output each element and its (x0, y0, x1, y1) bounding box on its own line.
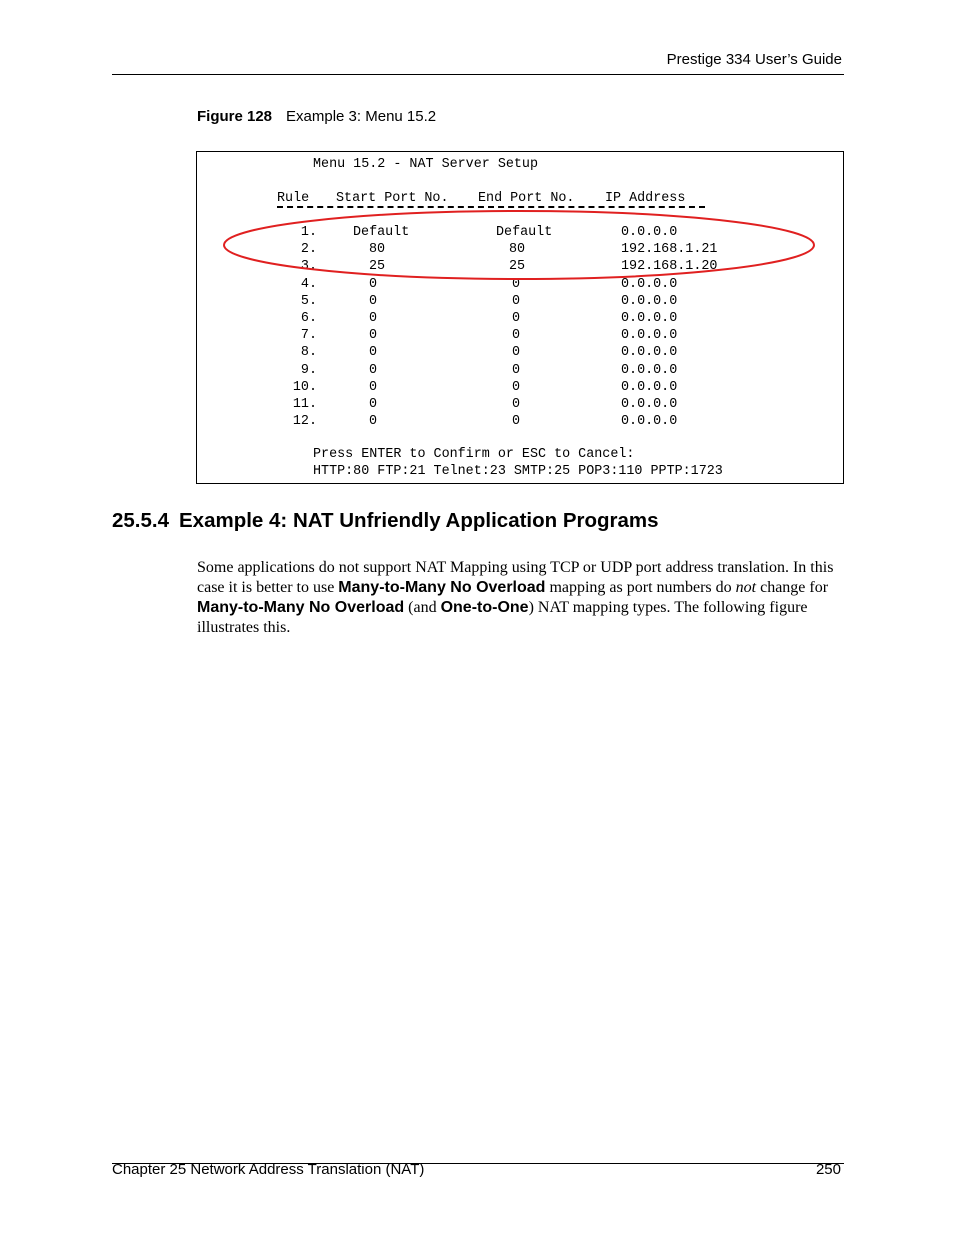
end-port: Default (496, 225, 553, 240)
ip-address: 0.0.0.0 (621, 225, 678, 240)
header-separator (277, 206, 705, 208)
rule-number: 9. (300, 362, 317, 378)
start-port: 0 (369, 397, 378, 412)
header-rule (112, 74, 844, 75)
paragraph-text: (and (404, 599, 441, 616)
start-port: 0 (369, 345, 378, 361)
ip-address: 0.0.0.0 (621, 414, 678, 430)
column-header-end-port: End Port No. (478, 191, 575, 206)
rule-number: 2. (300, 242, 317, 258)
end-port: 0 (512, 414, 521, 430)
section-heading (112, 509, 659, 533)
start-port: 0 (369, 293, 378, 309)
start-port: 0 (369, 276, 378, 292)
end-port: 0 (512, 293, 521, 309)
terminal-screen (196, 151, 844, 484)
paragraph-text: mapping as port numbers do (545, 579, 736, 596)
end-port: 0 (512, 345, 521, 361)
term-one-to-one: One-to-One (440, 599, 529, 616)
term-many-to-many-no-overload: Many-to-Many No Overload (338, 579, 546, 596)
ip-address: 0.0.0.0 (621, 362, 678, 378)
rule-number: 5. (300, 293, 317, 309)
start-port: 0 (369, 311, 378, 326)
end-port: 0 (512, 362, 521, 378)
column-header-start-port: Start Port No. (336, 191, 449, 206)
menu-title: Menu 15.2 - NAT Server Setup (313, 157, 538, 172)
rule-number: 8. (300, 345, 317, 361)
start-port: Default (353, 225, 410, 240)
figure-caption-text: Example 3: Menu 15.2 (286, 108, 437, 125)
end-port: 0 (512, 311, 521, 326)
end-port: 25 (509, 259, 526, 275)
paragraph-text: change for (756, 579, 829, 596)
start-port: 0 (369, 379, 378, 395)
rule-number: 10. (292, 379, 317, 395)
ip-address: 0.0.0.0 (621, 379, 678, 395)
page-number: 250 (815, 1161, 841, 1178)
ip-address: 0.0.0.0 (621, 397, 678, 412)
start-port: 25 (369, 259, 386, 275)
paragraph-text: ) NAT mapping types. The following figure illustrates this. (197, 599, 808, 636)
emphasis-not: not (735, 579, 757, 596)
rule-number: 11. (292, 397, 317, 412)
section-title: Example 4: NAT Unfriendly Application Programs (179, 509, 659, 532)
footer-chapter: Chapter 25 Network Address Translation (NAT) (112, 1161, 425, 1178)
term-many-to-many-no-overload: Many-to-Many No Overload (197, 599, 405, 616)
column-header-ip-address: IP Address (605, 191, 686, 206)
rule-number: 1. (300, 225, 317, 240)
rule-number: 4. (300, 276, 317, 292)
ip-address: 192.168.1.20 (621, 259, 718, 275)
rule-number: 7. (300, 328, 317, 344)
rule-number: 3. (300, 259, 317, 275)
start-port: 0 (369, 414, 378, 430)
ip-address: 192.168.1.21 (621, 242, 718, 258)
ip-address: 0.0.0.0 (621, 293, 678, 309)
start-port: 0 (369, 328, 378, 344)
end-port: 0 (512, 276, 521, 292)
ip-address: 0.0.0.0 (621, 311, 678, 326)
end-port: 0 (512, 379, 521, 395)
end-port: 0 (512, 328, 521, 344)
page-header-title: Prestige 334 User’s Guide (666, 51, 842, 68)
column-header-rule: Rule (277, 191, 310, 206)
rule-number: 6. (300, 311, 317, 326)
rule-number: 12. (292, 414, 317, 430)
confirm-prompt: Press ENTER to Confirm or ESC to Cancel: (313, 447, 635, 462)
figure-label: Figure 128 (197, 108, 273, 125)
end-port: 80 (509, 242, 526, 258)
start-port: 80 (369, 242, 386, 258)
ip-address: 0.0.0.0 (621, 345, 678, 361)
paragraph-text: Some applications do not support NAT Mapping using TCP or UDP port address translation. In this case it is better to use (197, 559, 834, 596)
highlight-ellipse (221, 209, 817, 281)
ip-address: 0.0.0.0 (621, 328, 678, 344)
ip-address: 0.0.0.0 (621, 276, 678, 292)
figure-caption (197, 108, 436, 125)
default-ports-info: HTTP:80 FTP:21 Telnet:23 SMTP:25 POP3:110 PPTP:1723 (313, 464, 723, 479)
section-number: 25.5.4 (112, 509, 169, 532)
start-port: 0 (369, 362, 378, 378)
body-paragraph (197, 558, 847, 638)
end-port: 0 (512, 397, 521, 412)
